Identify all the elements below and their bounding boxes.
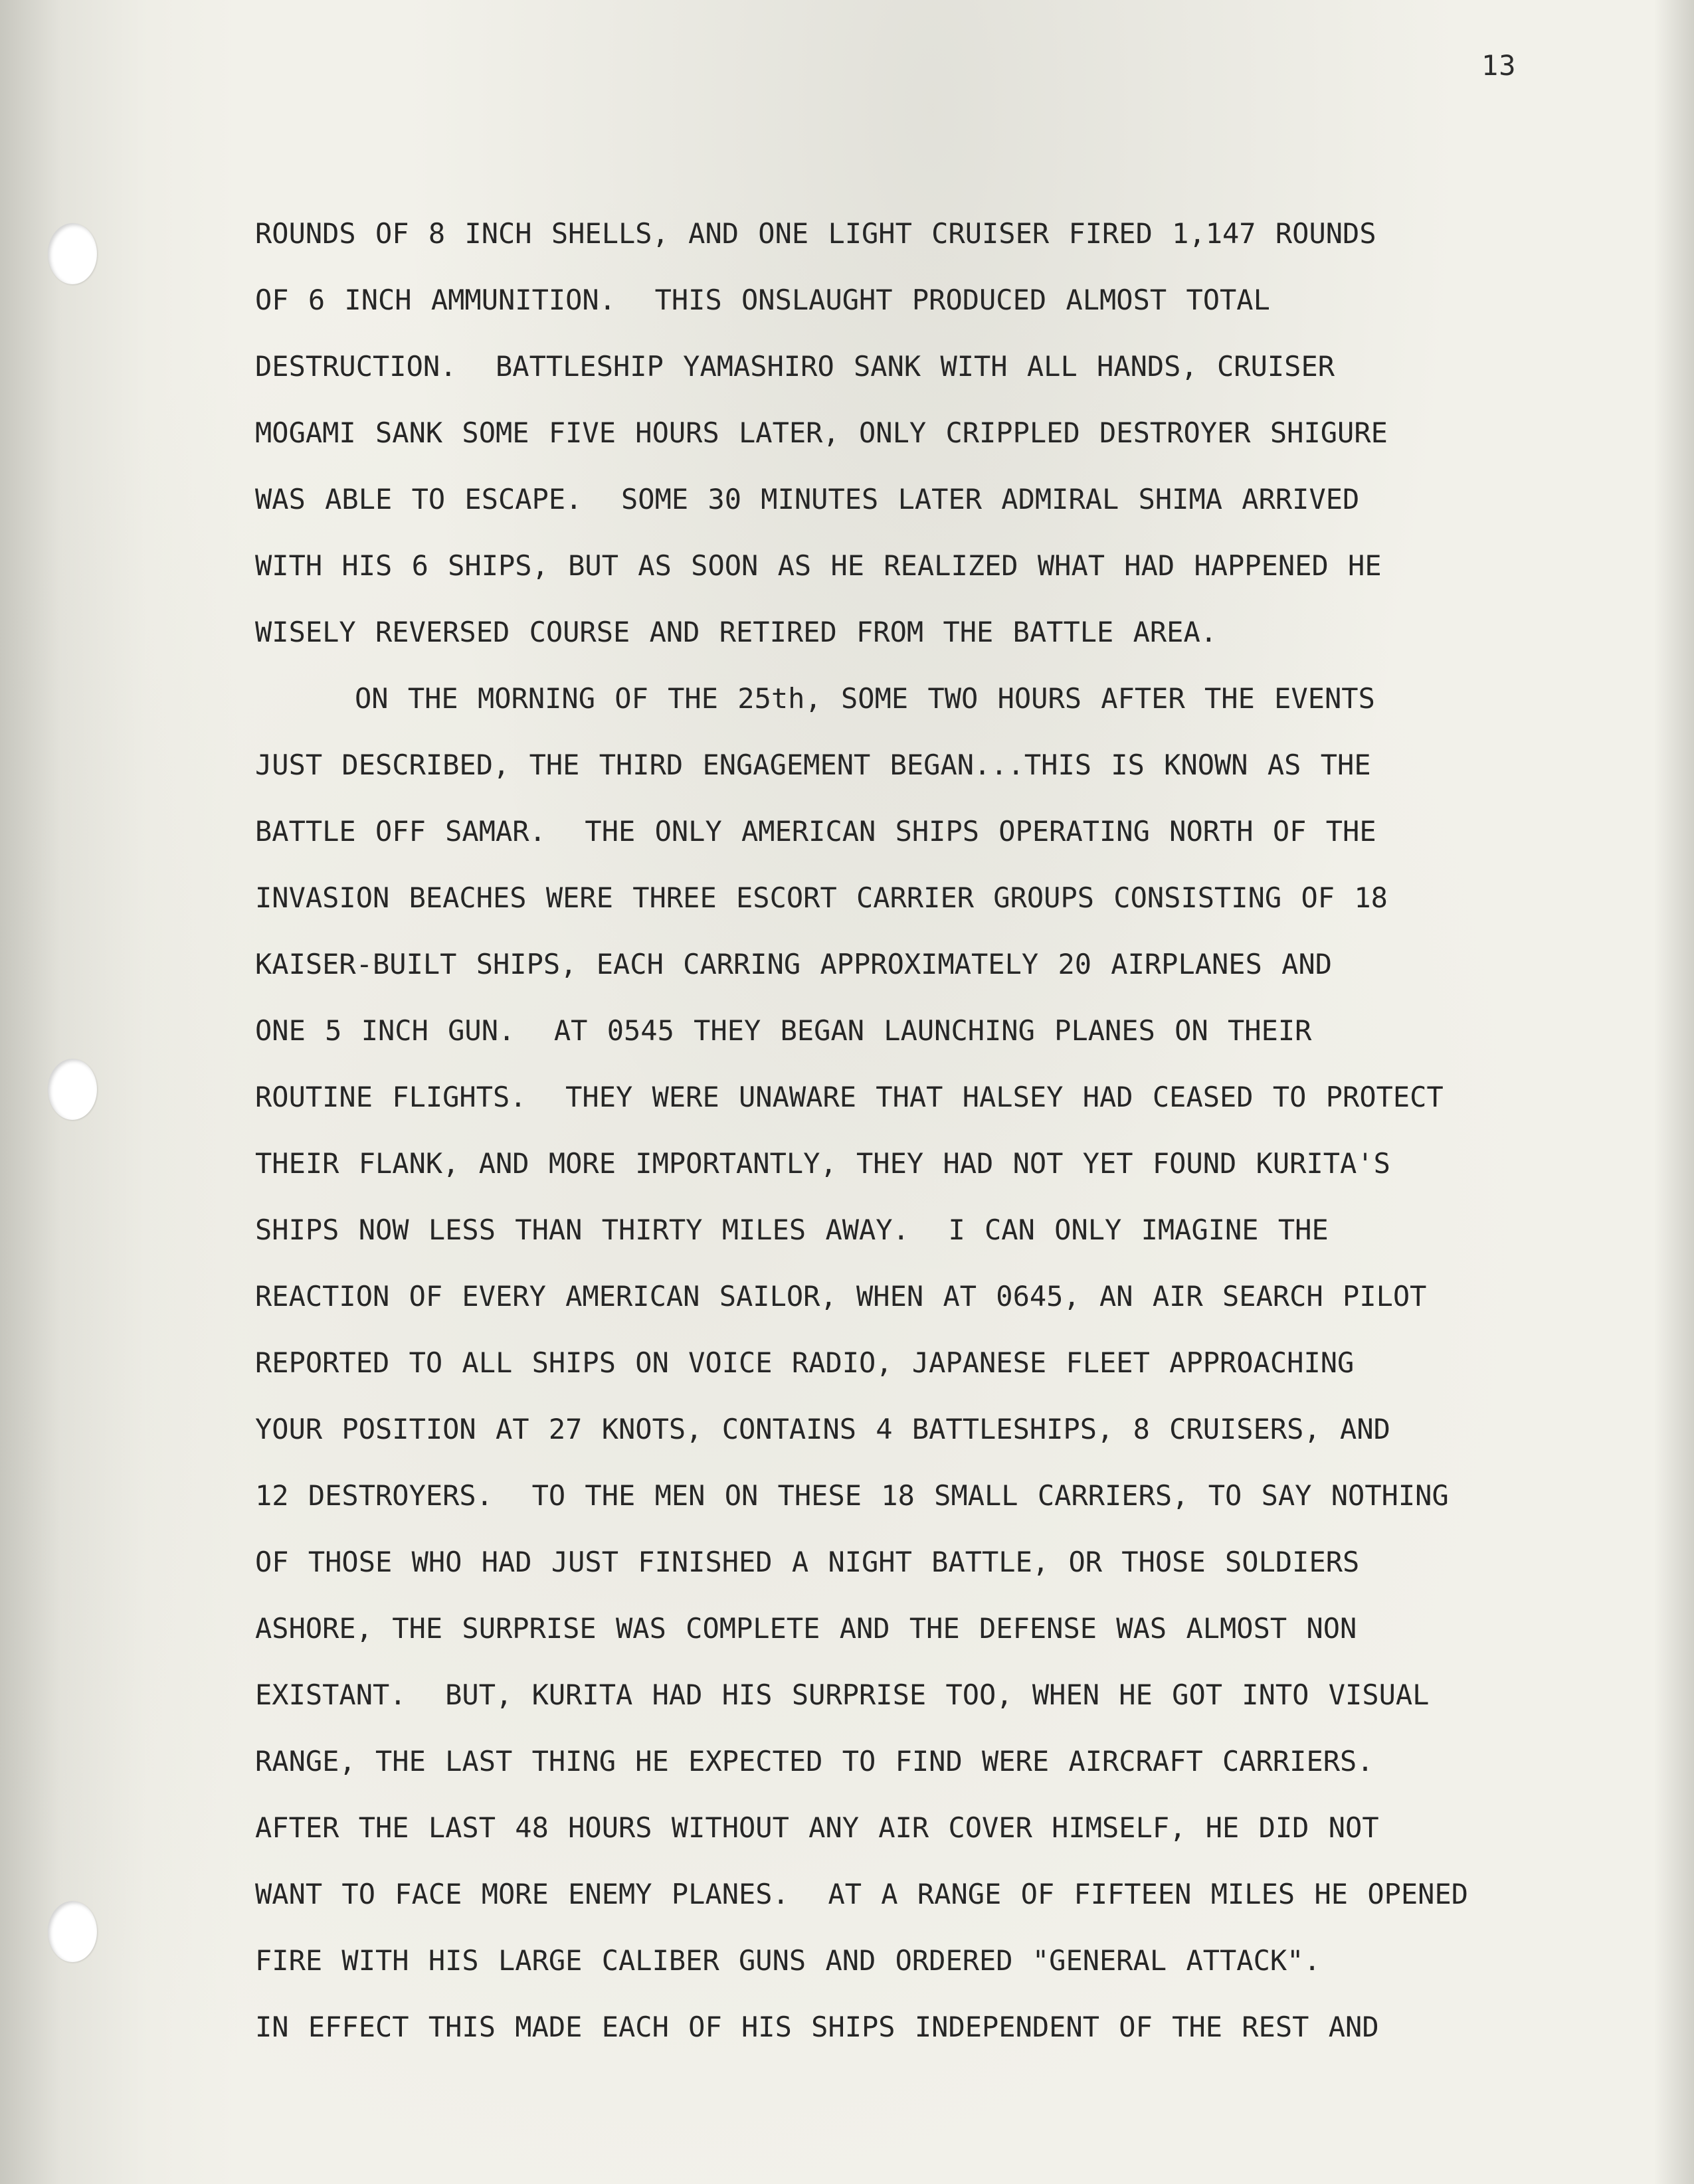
text-line: INVASION BEACHES WERE THREE ESCORT CARRIER GROUPS CONSISTING OF 18 — [255, 881, 1388, 914]
text-line: OF 6 INCH AMMUNITION. THIS ONSLAUGHT PRODUCED ALMOST TOTAL — [255, 284, 1270, 316]
text-line: WISELY REVERSED COURSE AND RETIRED FROM THE BATTLE AREA. — [255, 616, 1218, 648]
text-line: OF THOSE WHO HAD JUST FINISHED A NIGHT BATTLE, OR THOSE SOLDIERS — [255, 1546, 1360, 1578]
text-line: YOUR POSITION AT 27 KNOTS, CONTAINS 4 BATTLESHIPS, 8 CRUISERS, AND — [255, 1413, 1390, 1445]
text-line: WANT TO FACE MORE ENEMY PLANES. AT A RANGE OF FIFTEEN MILES HE OPENED — [255, 1878, 1469, 1910]
text-line: EXISTANT. BUT, KURITA HAD HIS SURPRISE TOO, WHEN HE GOT INTO VISUAL — [255, 1679, 1430, 1711]
text-line: AFTER THE LAST 48 HOURS WITHOUT ANY AIR COVER HIMSELF, HE DID NOT — [255, 1811, 1379, 1844]
text-line: WITH HIS 6 SHIPS, BUT AS SOON AS HE REALIZED WHAT HAD HAPPENED HE — [255, 549, 1382, 582]
binder-hole-bottom — [48, 1901, 97, 1962]
text-line: REACTION OF EVERY AMERICAN SAILOR, WHEN AT 0645, AN AIR SEARCH PILOT — [255, 1280, 1427, 1313]
text-line: ONE 5 INCH GUN. AT 0545 THEY BEGAN LAUNCHING PLANES ON THEIR — [255, 1014, 1312, 1047]
text-line: KAISER-BUILT SHIPS, EACH CARRING APPROXIMATELY 20 AIRPLANES AND — [255, 948, 1333, 980]
text-line: BATTLE OFF SAMAR. THE ONLY AMERICAN SHIPS OPERATING NORTH OF THE — [255, 815, 1376, 848]
text-line: IN EFFECT THIS MADE EACH OF HIS SHIPS INDEPENDENT OF THE REST AND — [255, 2011, 1379, 2043]
text-line: MOGAMI SANK SOME FIVE HOURS LATER, ONLY CRIPPLED DESTROYER SHIGURE — [255, 416, 1388, 449]
text-line: WAS ABLE TO ESCAPE. SOME 30 MINUTES LATER ADMIRAL SHIMA ARRIVED — [255, 483, 1360, 515]
binder-hole-middle — [48, 1059, 97, 1120]
text-line: ROUNDS OF 8 INCH SHELLS, AND ONE LIGHT CRUISER FIRED 1,147 ROUNDS — [255, 217, 1376, 250]
text-line: FIRE WITH HIS LARGE CALIBER GUNS AND ORDERED "GENERAL ATTACK". — [255, 1944, 1321, 1977]
text-line: ASHORE, THE SURPRISE WAS COMPLETE AND THE DEFENSE WAS ALMOST NON — [255, 1612, 1357, 1645]
page-number: 13 — [1481, 49, 1517, 82]
text-line: THEIR FLANK, AND MORE IMPORTANTLY, THEY HAD NOT YET FOUND KURITA'S — [255, 1147, 1390, 1180]
binder-hole-top — [48, 223, 97, 284]
text-line: SHIPS NOW LESS THAN THIRTY MILES AWAY. I CAN ONLY IMAGINE THE — [255, 1214, 1329, 1246]
paragraph-start-line: ON THE MORNING OF THE 25th, SOME TWO HOURS AFTER THE EVENTS — [355, 682, 1375, 715]
text-line: REPORTED TO ALL SHIPS ON VOICE RADIO, JAPANESE FLEET APPROACHING — [255, 1346, 1355, 1379]
text-line: RANGE, THE LAST THING HE EXPECTED TO FIND WERE AIRCRAFT CARRIERS. — [255, 1745, 1374, 1777]
text-line: DESTRUCTION. BATTLESHIP YAMASHIRO SANK WITH ALL HANDS, CRUISER — [255, 350, 1335, 383]
text-line: JUST DESCRIBED, THE THIRD ENGAGEMENT BEGAN...THIS IS KNOWN AS THE — [255, 749, 1371, 781]
text-line: 12 DESTROYERS. TO THE MEN ON THESE 18 SMALL CARRIERS, TO SAY NOTHING — [255, 1479, 1449, 1512]
body-text — [255, 201, 1663, 2060]
text-line: ROUTINE FLIGHTS. THEY WERE UNAWARE THAT HALSEY HAD CEASED TO PROTECT — [255, 1081, 1444, 1113]
